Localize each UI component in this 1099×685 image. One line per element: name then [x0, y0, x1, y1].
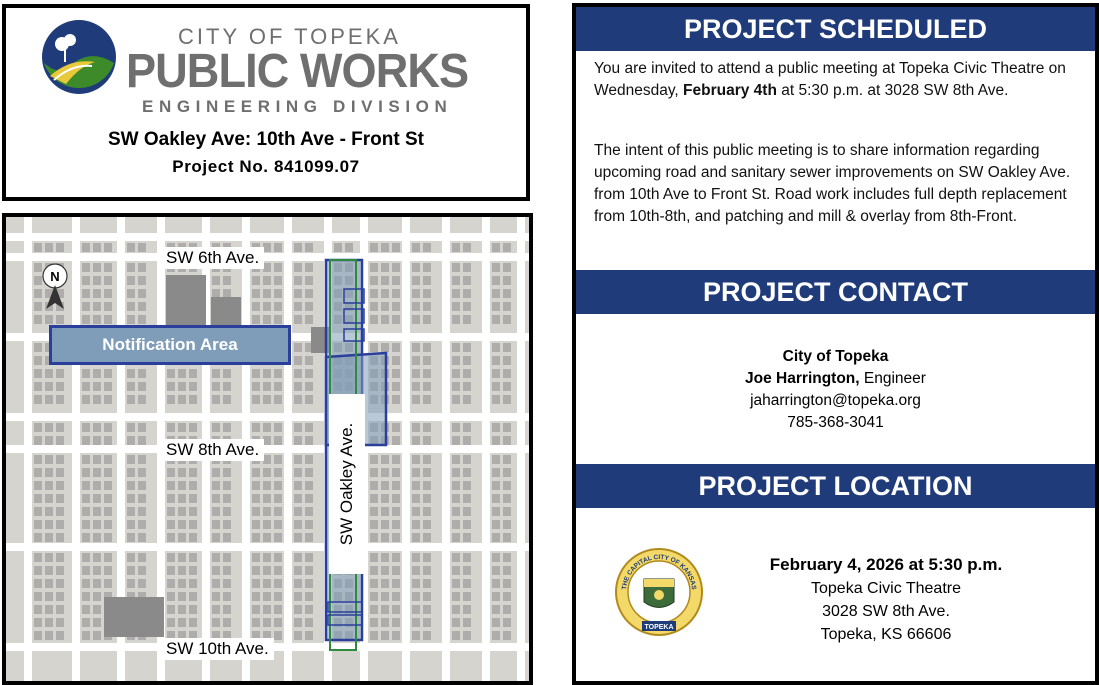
oakley-ave-label-box	[329, 394, 365, 574]
location-address: 3028 SW 8th Ave.	[822, 603, 950, 620]
scheduled-paragraph-1: You are invited to attend a public meeting at Topeka Civic Theatre on Wednesday, February 4th at 5:30 p.m. at 3028 SW 8th Ave.	[594, 60, 1066, 99]
location-venue: Topeka Civic Theatre	[811, 580, 961, 597]
contact-email[interactable]: jaharrington@topeka.org	[750, 392, 921, 409]
header-project-scheduled: PROJECT SCHEDULED	[576, 7, 1095, 51]
logo-division-text: ENGINEERING DIVISION	[142, 97, 453, 116]
logo-public-works-text: PUBLIC WORKS	[126, 45, 469, 98]
scheduled-paragraph-2: The intent of this public meeting is to share information regarding upcoming road and sanitary sewer improvements on SW Oakley Ave. from 10th Ave to Front St. Road work includes full depth replacement from 10th-8th, and patching and mill & overlay from 8th-Front.	[594, 142, 1071, 225]
contact-phone: 785-368-3041	[787, 414, 884, 431]
logo-panel	[2, 4, 530, 201]
seal-bottom-text: TOPEKA	[644, 624, 674, 631]
map-streets	[6, 217, 529, 681]
label-8th-ave: SW 8th Ave.	[161, 439, 264, 461]
seal-top-text: THE CAPITAL CITY OF KANSAS	[621, 553, 697, 591]
contact-name: Joe Harrington, Engineer	[745, 370, 926, 387]
public-works-logo-icon	[40, 18, 118, 96]
north-label: N	[50, 269, 60, 284]
city-seal-icon	[614, 547, 704, 637]
project-name: SW Oakley Ave: 10th Ave - Front St	[107, 129, 425, 150]
notification-area-legend: Notification Area	[49, 325, 291, 365]
project-number: Project No. 841099.07	[172, 157, 360, 176]
label-10th-ave: SW 10th Ave.	[161, 638, 274, 660]
logo-city-text: CITY OF TOPEKA	[178, 24, 401, 49]
label-6th-ave: SW 6th Ave.	[161, 247, 264, 269]
contact-org: City of Topeka	[782, 348, 889, 365]
map-panel	[2, 213, 533, 685]
location-datetime: February 4, 2026 at 5:30 p.m.	[769, 555, 1003, 574]
location-city: Topeka, KS 66606	[820, 626, 952, 643]
header-project-contact: PROJECT CONTACT	[576, 270, 1095, 314]
north-arrow-icon	[40, 261, 70, 311]
header-project-location: PROJECT LOCATION	[576, 464, 1095, 508]
oakley-ave-label: SW Oakley Ave.	[337, 422, 356, 546]
info-panel	[572, 3, 1099, 685]
